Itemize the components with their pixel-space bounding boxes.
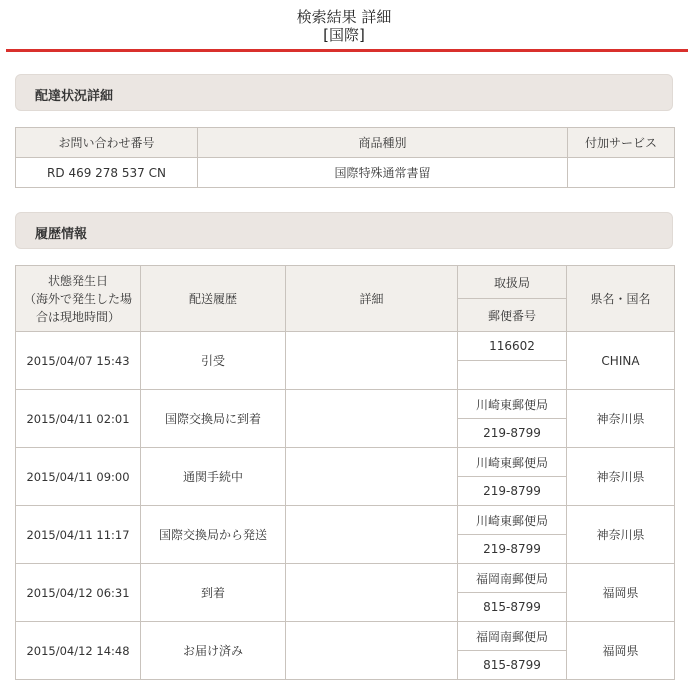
history-status: 引受 — [141, 332, 286, 390]
page-title: 検索結果 詳細 — [296, 8, 392, 26]
page-subtitle: [国際] — [323, 26, 365, 44]
history-table — [15, 265, 675, 680]
history-region: 福岡県 — [567, 564, 675, 622]
col-postal: 郵便番号 — [458, 299, 567, 332]
product-type-value: 国際特殊通常書留 — [198, 158, 568, 188]
history-detail — [286, 622, 458, 680]
history-region: 福岡県 — [567, 622, 675, 680]
history-postal: 219-8799 — [458, 477, 567, 506]
history-postal: 219-8799 — [458, 419, 567, 448]
page-header — [0, 0, 688, 50]
history-office: 川崎東郵便局 — [458, 390, 567, 419]
col-extra-service: 付加サービス — [568, 128, 675, 158]
col-date-line3: 合は現地時間） — [35, 309, 120, 324]
tracking-number-value: RD 469 278 537 CN — [16, 158, 198, 188]
history-office: 福岡南郵便局 — [458, 564, 567, 593]
col-detail: 詳細 — [286, 266, 458, 332]
history-date: 2015/04/11 09:00 — [16, 448, 141, 506]
history-section-title: 履歴情報 — [35, 227, 88, 242]
history-section-header — [15, 212, 673, 249]
history-office: 116602 — [458, 332, 567, 361]
history-detail — [286, 564, 458, 622]
col-date-line2: （海外で発生した場 — [23, 291, 132, 306]
history-region: 神奈川県 — [567, 506, 675, 564]
history-status: 通関手続中 — [141, 448, 286, 506]
history-date: 2015/04/11 11:17 — [16, 506, 141, 564]
history-detail — [286, 332, 458, 390]
history-detail — [286, 506, 458, 564]
history-office: 福岡南郵便局 — [458, 622, 567, 651]
history-postal: 815-8799 — [458, 651, 567, 680]
history-region: 神奈川県 — [567, 390, 675, 448]
history-office: 川崎東郵便局 — [458, 448, 567, 477]
col-date — [16, 266, 141, 332]
history-postal: 219-8799 — [458, 535, 567, 564]
history-postal: 815-8799 — [458, 593, 567, 622]
history-date: 2015/04/07 15:43 — [16, 332, 141, 390]
history-detail — [286, 390, 458, 448]
delivery-status-table — [15, 127, 675, 188]
header-divider — [6, 49, 688, 52]
history-date: 2015/04/11 02:01 — [16, 390, 141, 448]
history-status: 国際交換局に到着 — [141, 390, 286, 448]
history-status: 国際交換局から発送 — [141, 506, 286, 564]
history-detail — [286, 448, 458, 506]
col-tracking-number: お問い合わせ番号 — [16, 128, 198, 158]
col-product-type: 商品種別 — [198, 128, 568, 158]
history-date: 2015/04/12 14:48 — [16, 622, 141, 680]
history-status: お届け済み — [141, 622, 286, 680]
col-region: 県名・国名 — [567, 266, 675, 332]
history-status: 到着 — [141, 564, 286, 622]
col-history: 配送履歴 — [141, 266, 286, 332]
delivery-status-section-title: 配達状況詳細 — [35, 89, 114, 104]
history-postal — [458, 361, 567, 390]
delivery-status-section-header — [15, 74, 673, 111]
history-region: 神奈川県 — [567, 448, 675, 506]
col-date-line1: 状態発生日 — [47, 273, 108, 288]
history-office: 川崎東郵便局 — [458, 506, 567, 535]
history-date: 2015/04/12 06:31 — [16, 564, 141, 622]
col-office: 取扱局 — [458, 266, 567, 299]
extra-service-value — [568, 158, 675, 188]
history-region: CHINA — [567, 332, 675, 390]
